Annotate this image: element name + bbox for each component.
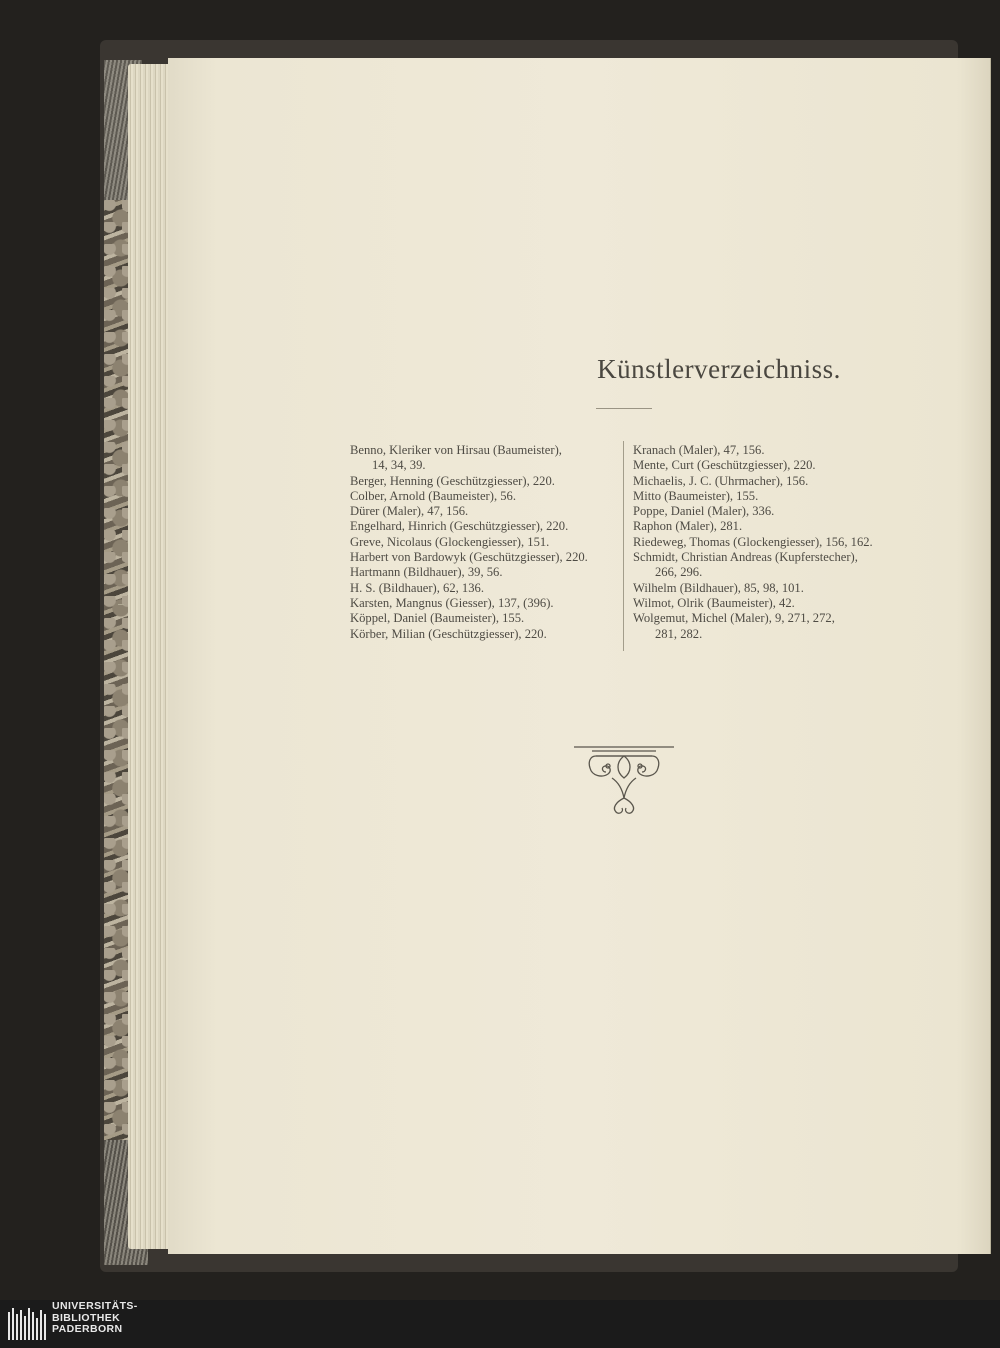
- index-entry: Dürer (Maler), 47, 156.: [350, 504, 469, 519]
- index-entry: Mitto (Baumeister), 155.: [633, 488, 759, 503]
- index-entry: Berger, Henning (Geschützgiesser), 220.: [350, 473, 555, 488]
- page-title: Künstlerverzeichniss.: [597, 354, 841, 384]
- index-entry: H. S. (Bildhauer), 62, 136.: [350, 580, 484, 595]
- book-page: [168, 58, 990, 1254]
- index-entry: Wilmot, Olrik (Baumeister), 42.: [633, 595, 795, 610]
- library-name-line2: BIBLIOTHEK: [52, 1311, 121, 1324]
- index-entry: Colber, Arnold (Baumeister), 56.: [350, 488, 516, 503]
- index-entry: Poppe, Daniel (Maler), 336.: [633, 504, 775, 519]
- index-entry: Greve, Nicolaus (Glockengiesser), 151.: [350, 534, 550, 549]
- index-entry: Köppel, Daniel (Baumeister), 155.: [350, 611, 525, 626]
- index-entry: Karsten, Mangnus (Giesser), 137, (396).: [350, 595, 554, 610]
- index-column-left: [350, 443, 620, 642]
- index-entry-continuation: 281, 282.: [655, 626, 703, 641]
- index-entry: Kranach (Maler), 47, 156.: [633, 443, 765, 457]
- index-entry: Harbert von Bardowyk (Geschützgiesser), 220.: [350, 550, 588, 565]
- library-footer: [0, 1300, 1000, 1348]
- library-logo-icon: [8, 1308, 48, 1340]
- index-entry: Michaelis, J. C. (Uhrmacher), 156.: [633, 473, 809, 488]
- column-divider: [623, 441, 624, 651]
- index-entry-continuation: 14, 34, 39.: [372, 458, 426, 473]
- index-entry: Wilhelm (Bildhauer), 85, 98, 101.: [633, 580, 804, 595]
- index-entry: Riedeweg, Thomas (Glockengiesser), 156, 162.: [633, 534, 873, 549]
- index-entry: Wolgemut, Michel (Maler), 9, 271, 272,: [633, 611, 835, 626]
- index-entry: Engelhard, Hinrich (Geschützgiesser), 220.: [350, 519, 569, 534]
- tailpiece-ornament-icon: [574, 744, 674, 816]
- library-name-line3: PADERBORN: [52, 1323, 123, 1335]
- index-entry: Körber, Milian (Geschützgiesser), 220.: [350, 626, 547, 641]
- index-entry-continuation: 266, 296.: [655, 565, 703, 580]
- library-name-line1: UNIVERSITÄTS-: [52, 1300, 138, 1312]
- index-entry: Schmidt, Christian Andreas (Kupferstecher),: [633, 550, 858, 565]
- index-entry: Hartmann (Bildhauer), 39, 56.: [350, 565, 503, 580]
- index-entry: Benno, Kleriker von Hirsau (Baumeister),: [350, 443, 562, 457]
- margin-mark: [118, 604, 124, 605]
- title-rule: [596, 408, 652, 409]
- index-entry: Mente, Curt (Geschützgiesser), 220.: [633, 458, 816, 473]
- index-entry: Raphon (Maler), 281.: [633, 519, 743, 534]
- index-column-right: [633, 443, 905, 642]
- library-name: [52, 1301, 138, 1336]
